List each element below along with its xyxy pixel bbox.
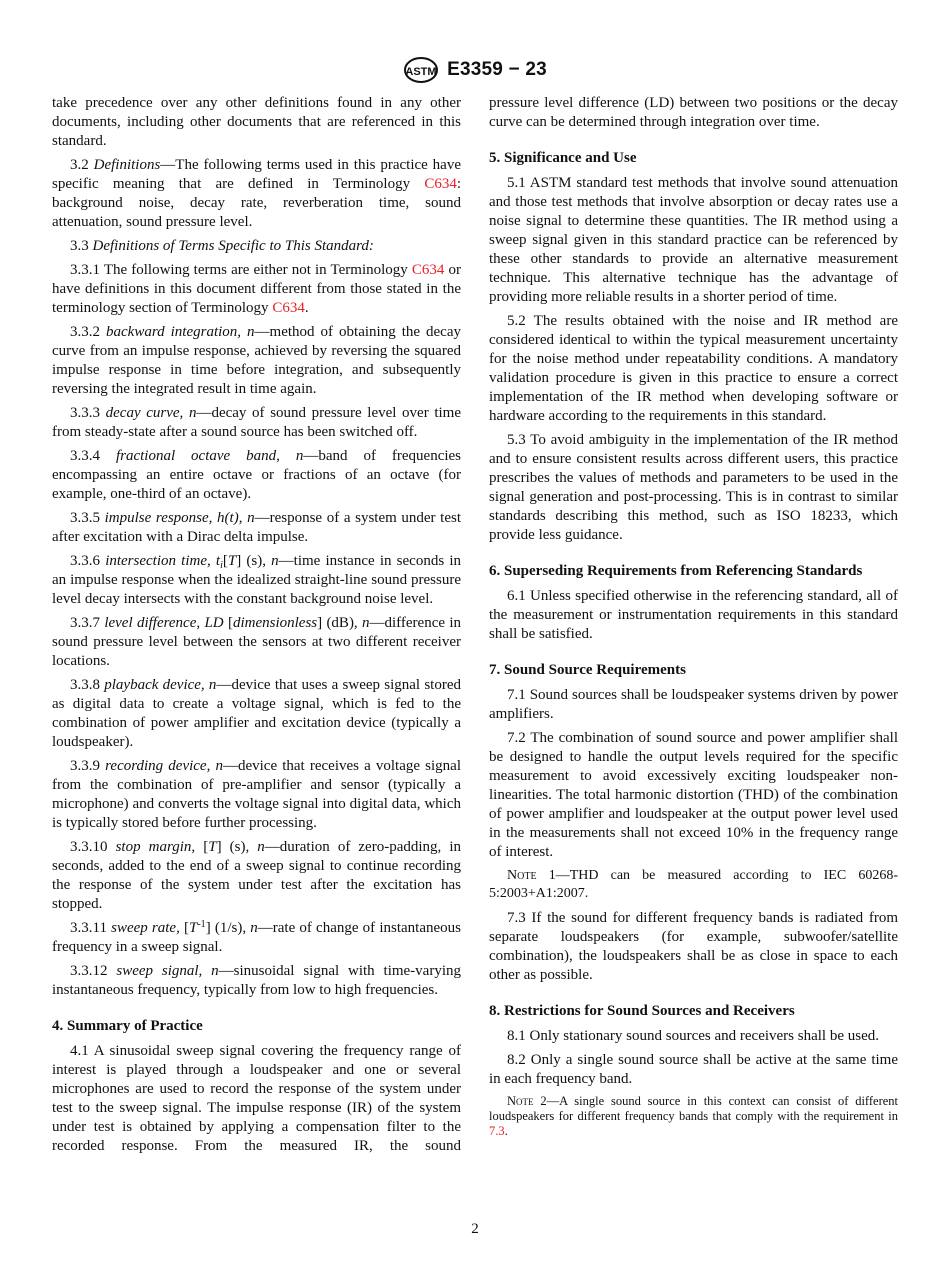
paragraph <box>489 94 898 132</box>
text-segment: recording device, n <box>105 758 223 774</box>
text-segment: ] (dB), <box>317 615 363 631</box>
note-paragraph <box>489 867 898 903</box>
text-segment: —decay of sound pressure level over time from steady-state after a sound source has been switched off. <box>52 405 462 440</box>
text-segment: 3.3.9 <box>70 758 106 774</box>
text-segment: —band of frequencies encompassing an entire octave or fractions of an octave (for example, one-third of an octave). <box>52 448 462 502</box>
paragraph <box>52 757 461 833</box>
text-segment: 3.2 <box>70 157 94 173</box>
text-segment: [ <box>195 839 209 855</box>
section-heading <box>52 1017 461 1036</box>
text-segment: —difference in sound pressure level between the sensors at two different receiver locations. <box>52 615 462 669</box>
text-segment: 5. Significance and Use <box>489 150 637 166</box>
text-segment: n <box>362 615 370 631</box>
paragraph <box>489 729 898 862</box>
text-segment: intersection time, t <box>105 553 221 569</box>
page-number: 2 <box>471 1221 479 1237</box>
text-segment: 4.1 A sinusoidal sweep signal covering the frequency range of interest is played through a loudspeaker and one or several microphones are used to record the response of the system under test to the sweep signal. The impulse response (IR) of the system under test is obtained by applying a compensation filter to the recorded response. From the measured IR, the sound <box>52 1043 461 1154</box>
text-segment: —device that uses a sweep signal stored as digital data to create a voltage signal, which is fed to the combination of power amplifier and excitation device (typically a loudspeaker). <box>52 677 461 750</box>
text-segment: [ <box>179 920 189 936</box>
text-segment: Note <box>507 1094 534 1108</box>
text-segment: [ <box>223 615 233 631</box>
reference-link[interactable]: 7.3 <box>489 1124 505 1138</box>
paragraph <box>489 909 898 985</box>
text-segment: 6. Superseding Requirements from Referencing Standards <box>489 563 863 579</box>
text-segment: decay curve, n <box>105 405 197 421</box>
text-segment: 8. Restrictions for Sound Sources and Receivers <box>489 1003 795 1019</box>
paragraph <box>489 431 898 545</box>
text-segment: level difference, LD <box>104 615 224 631</box>
paragraph <box>52 237 461 256</box>
text-segment: 7.3 If the sound for different frequency bands is radiated from separate loudspeakers (for example, subwoofer/satellite combination), the loudspeakers shall be as close in space to each other as possible. <box>489 910 898 983</box>
text-segment: n <box>271 553 279 569</box>
text-segment: 4. Summary of Practice <box>52 1018 203 1034</box>
paragraph <box>489 587 898 644</box>
text-segment: 3.3.2 <box>70 324 107 340</box>
section-heading <box>489 562 898 581</box>
paragraph <box>52 509 461 547</box>
paragraph <box>52 919 461 957</box>
text-segment: [ <box>222 553 228 569</box>
text-segment: 3.3.10 <box>70 839 116 855</box>
text-segment: —time instance in seconds in an impulse response when the idealized straight-line sound pressure level decay intersects with the constant background noise level. <box>52 553 462 607</box>
left-column <box>52 94 461 1161</box>
astm-logo-icon <box>403 56 439 84</box>
paragraph <box>52 1042 461 1156</box>
text-segment: Note <box>507 868 537 883</box>
text-segment: . <box>504 1124 508 1138</box>
paragraph <box>489 1027 898 1046</box>
text-segment: stop margin, <box>115 839 196 855</box>
reference-link[interactable]: C634 <box>272 300 305 316</box>
text-segment: 3.3.8 <box>70 677 105 693</box>
paragraph <box>489 686 898 724</box>
text-segment: —sinusoidal signal with time-varying instantaneous frequency, typically from low to high frequencies. <box>52 963 461 998</box>
text-segment: 3.3.6 <box>70 553 106 569</box>
text-segment: 3.3.3 <box>70 405 106 421</box>
text-segment: 8.2 Only a single sound source shall be active at the same time in each frequency band. <box>489 1052 898 1087</box>
text-segment: sweep signal, n <box>116 963 219 979</box>
svg-text:ASTM: ASTM <box>405 66 437 78</box>
section-heading <box>489 661 898 680</box>
text-segment: —The following terms used in this practice have specific meaning that are defined in Terminology <box>52 157 461 192</box>
text-segment: Definitions <box>93 157 161 173</box>
text-segment: impulse response, h(t), n <box>104 510 255 526</box>
text-segment: 5.2 The results obtained with the noise and IR method are considered identical to within the typical measurement uncertainty for the noise method under repeatability conditions. A mandatory validation procedure is given in this practice to ensure a correct implementation of the IR method when developing software or hardware according to the requirements in this standard. <box>489 313 898 424</box>
section-heading <box>489 149 898 168</box>
paragraph <box>52 614 461 671</box>
text-segment: 3.3.12 <box>70 963 117 979</box>
text-segment: 7.2 The combination of sound source and power amplifier shall be designed to handle the output levels required for the specific measurement to avoid excessively exciting loudspeaker non-linearities. The total harmonic distortion (THD) of the combination of power amplifier and loudspeaker at the output power level used in the measurements shall not exceed 10% in the frequency range of interest. <box>489 730 898 860</box>
text-segment: take precedence over any other definitions found in any other documents, including other documents that are referenced in this standard. <box>52 95 461 149</box>
text-segment: —rate of change of instantaneous frequency in a sweep signal. <box>52 920 461 955</box>
text-segment: 1—THD can be measured according to IEC 60268-5:2003+A1:2007. <box>489 868 898 901</box>
text-segment: 3.3.5 <box>70 510 105 526</box>
text-segment: 3.3.7 <box>70 615 105 631</box>
text-segment: —response of a system under test after excitation with a Dirac delta impulse. <box>52 510 461 545</box>
text-segment: fractional octave band, n <box>115 448 304 464</box>
paragraph <box>52 447 461 504</box>
page-header <box>0 56 950 84</box>
paragraph <box>52 261 461 318</box>
text-segment: 5.1 ASTM standard test methods that involve sound attenuation and those test methods that involve absorption or decay rates use a noise signal to determine these quantities. The IR method using a sweep signal given in this standard practice can be referenced by these other standards to provide an alternative measurement technique. This alternative technique has the advantage of providing more reliable results in a shorter period of time. <box>489 175 898 305</box>
text-segment: sweep rate, <box>111 920 180 936</box>
paragraph <box>52 404 461 442</box>
paragraph <box>489 312 898 426</box>
text-segment: or have definitions in this document different from those stated in the terminology section of Terminology <box>52 262 461 316</box>
text-segment: 7. Sound Source Requirements <box>489 662 686 678</box>
document-id: E3359 − 23 <box>447 59 547 80</box>
text-segment: playback device, n <box>104 677 217 693</box>
text-segment: 5.3 To avoid ambiguity in the implementation of the IR method and to ensure consistent results across different users, this practice prescribes the values of methods and parameters to be used in the signal generation and post-processing. This is in contrast to similar standards describing this method, such as ISO 18233, which provide less guidance. <box>489 432 898 543</box>
text-segment: 6.1 Unless specified otherwise in the referencing standard, all of the measurement or instrumentation requirements in this standard shall be satisfied. <box>489 588 898 642</box>
note-paragraph <box>489 1094 898 1139</box>
right-column <box>489 94 898 1145</box>
text-segment: 8.1 Only stationary sound sources and receivers shall be used. <box>507 1028 879 1044</box>
paragraph <box>52 94 461 151</box>
text-segment: 7.1 Sound sources shall be loudspeaker systems driven by power amplifiers. <box>489 687 898 722</box>
text-segment: 3.3 <box>70 238 93 254</box>
text-segment: T <box>227 553 237 569</box>
text-segment: backward integration, n <box>106 324 255 340</box>
paragraph <box>52 676 461 752</box>
text-segment: ] (s), <box>236 553 272 569</box>
paragraph <box>52 552 461 609</box>
section-heading <box>489 1002 898 1021</box>
paragraph <box>52 838 461 914</box>
text-segment: T <box>189 920 198 936</box>
text-segment: i <box>220 560 223 571</box>
text-segment: ] (1/s), <box>205 920 251 936</box>
text-segment: Definitions of Terms Specific to This Standard: <box>92 238 374 254</box>
text-segment: n <box>257 839 265 855</box>
text-segment: dimensionless <box>232 615 318 631</box>
text-segment: pressure level difference (LD) between two positions or the decay curve can be determined through integration over time. <box>489 95 898 130</box>
text-segment: T <box>208 839 217 855</box>
text-segment: 3.3.11 <box>70 920 112 936</box>
text-segment: 3.3.1 The following terms are either not in Terminology <box>70 262 412 278</box>
text-segment: 2—A single sound source in this context can consist of different loudspeakers for different frequency bands that comply with the requirement in <box>489 1094 898 1123</box>
reference-link[interactable]: C634 <box>411 262 445 278</box>
text-segment: 3.3.4 <box>70 448 116 464</box>
reference-link[interactable]: C634 <box>424 176 457 192</box>
text-segment: —device that receives a voltage signal from the combination of pre-amplifier and sensor (typically a microphone) and converts the voltage signal into digital data, which is typically stored before further processing. <box>52 758 461 831</box>
paragraph <box>52 156 461 232</box>
text-segment: . <box>304 300 309 316</box>
text-segment: -1 <box>197 919 206 930</box>
text-segment: ] (s), <box>216 839 258 855</box>
text-segment: —duration of zero-padding, in seconds, added to the end of a sweep signal to continue recording the response of the system under test after the excitation has stopped. <box>52 839 461 912</box>
paragraph <box>489 174 898 307</box>
paragraph <box>52 323 461 399</box>
text-segment: n <box>250 920 258 936</box>
paragraph <box>52 962 461 1000</box>
paragraph <box>489 1051 898 1089</box>
text-segment: —method of obtaining the decay curve from an impulse response, achieved by reversing the squared impulse response in time before integration, and subsequently reversing the integrated result in time again. <box>52 324 462 397</box>
text-segment: : background noise, decay rate, reverberation time, sound attenuation, sound pressure level. <box>52 176 461 230</box>
